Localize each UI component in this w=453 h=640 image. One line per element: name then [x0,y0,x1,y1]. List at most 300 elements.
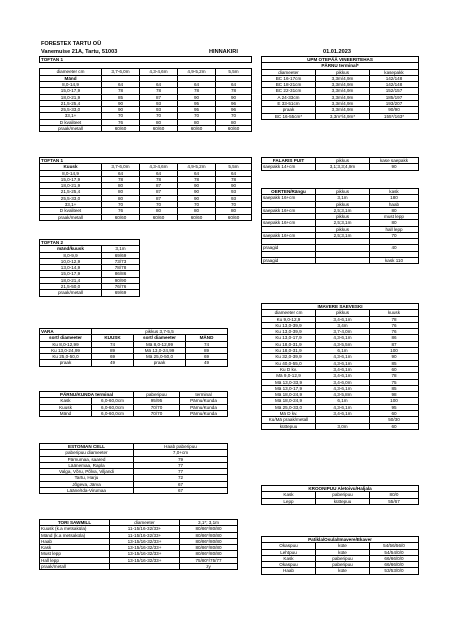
product-cell: saepakk 16+cm [262,233,316,239]
price-cell: 64 [216,81,252,87]
price-cell: 70/70 [134,404,180,410]
falaris-table [261,157,419,171]
diameter-cell: praak/metall [40,126,102,132]
price-cell: 66/66/0/0 [370,555,419,561]
col-header: MÄND [186,335,228,341]
length-cell: 3,7-4,0m [316,329,370,335]
region-cell: Tartu, Harju [40,475,134,481]
col-header: 3,7-6,0m [102,164,140,170]
price-cell: 78 [102,88,140,94]
price-cell: 100 [370,398,419,404]
price-cell: 87 [140,189,178,195]
price-cell: 64 [140,170,178,176]
price-cell: 80/86*/80/80 [180,532,238,538]
price-cell: 89 [92,347,134,353]
diameter-cell: 13-15/16-32/33+ [110,545,180,551]
length-cell: 3,4-6,1m [316,373,370,379]
price-cell: 96 [216,107,252,113]
species-cell: Mänd (k.a metsaküla) [40,532,110,538]
length-cell: 3,3m/4,9m [316,94,370,100]
grade-cell: Ku 13,0-24,99 [40,347,92,353]
col-header: 4,3-4,6m [140,164,178,170]
price-cell: 80 [102,195,140,201]
grade-cell: BC 16-55cm* [262,113,316,119]
price-cell: 55/67 [370,498,419,504]
upm-table [261,56,419,120]
grade-cell: Mä 18,0-24,9 [262,398,316,404]
diameter-cell: 10,0-12,9 [40,258,102,264]
price-cell: 70/70 [134,410,180,416]
diameter-cell: 8,0-9,9 [40,252,102,258]
price-cell: 80/86*/80/80 [180,526,238,532]
region-cell: Pärnumaa, saared [40,456,134,462]
col-header: 4,3-4,6m [140,69,178,75]
price-cell: 60 [370,423,419,429]
species-cell: Kask [40,398,92,404]
price-cell: 80 [102,189,140,195]
length-cell: 3,3m/4,9m [316,101,370,107]
diameter-cell: 13,0-14,9 [40,265,102,271]
grade-cell: Ku 8,0-12,99 [40,341,92,347]
price-cell: 60/60 [178,126,216,132]
price-cell: 80 [102,183,140,189]
price-cell: 74 [92,341,134,347]
col-header: 7,0+cm [134,450,228,456]
price-cell: 67 [134,488,228,494]
region-cell: Lääne/Ida-Virumaa [40,488,134,494]
grade-cell: Ku 25,0-50,0 [40,354,92,360]
region-cell: Valga, Võru, Põlva, Viljandi [40,469,134,475]
price-cell: 78 [178,88,216,94]
length-cell: 6,1m [316,348,370,354]
price-cell: 142/148 [370,82,419,88]
price-cell: 93 [140,100,178,106]
price-cell: 89 [186,347,228,353]
diameter-cell: 15,0-17,9 [40,176,102,182]
price-cell: 80 [216,119,252,125]
grade-cell: Mä 13,0-33,9 [262,379,316,385]
price-cell: 85 [370,385,419,391]
price-cell: 70 [102,113,140,119]
grade-cell: Mä 9,0-12,9 [262,373,316,379]
price-cell: 90 [370,164,419,170]
upm-title: UPM OTEPÄÄ VINEERITEHAS [262,57,419,63]
col-header: kuusk [370,310,419,316]
col-header: kasepakk [370,69,419,75]
diameter-cell: 13-15/16-32/33+ [110,538,180,544]
grade-cell: Mä 13,0-17,9 [262,385,316,391]
product-cell: praagid [262,257,316,263]
grade-cell: praak [262,107,316,113]
price-cell: 95/95 [134,398,180,404]
diameter-cell: 6,0-60,0cm [92,410,134,416]
grade-cell: Ku/Mä praak/metall [262,417,316,423]
estonian-cell-table [39,443,228,494]
species-cell: haab [370,201,419,207]
toftan1-title: TOFTAN 1 [40,57,252,63]
price-cell: 70 [216,113,252,119]
product-cell: küte [316,568,370,574]
length-cell: 3,1m [316,195,370,201]
col-header: KUUSK [92,335,134,341]
length-cell: pikkus [316,201,370,207]
price-cell: 90 [216,94,252,100]
col-header: Kuusk [40,164,102,170]
toftan2-table [39,239,140,297]
diameter-cell: 21,5-25,4 [40,100,102,106]
grade-cell: Mä 18,0-24,9 [262,392,316,398]
price-cell: 54/56/56/0 [370,543,419,549]
price-cell: 76 [370,322,419,328]
price-cell: 60/60 [102,126,140,132]
product-cell: paberipuu [316,562,370,568]
vara-length-note: pikkus 3,7-5,5 [92,329,228,335]
price-cell: 80/86*/80/80 [180,545,238,551]
grade-cell: Ku D kv. [262,366,316,372]
diameter-cell: praak/metall [40,214,102,220]
species-cell: Okaspuu [262,562,316,568]
price-cell: 155*/163* [370,113,419,119]
price-cell: 80 [216,208,252,214]
col-header: pikkus [316,310,370,316]
col-header: diameeter [110,520,180,526]
price-cell: 78 [178,176,216,182]
diameter-cell: 18,0-21,9 [40,94,102,100]
diameter-cell: 6,0-60,0cm [92,404,134,410]
grade-cell: Ku 18,0-31,9 [262,348,316,354]
toftan2-title: TOFTAN 2 [40,240,140,246]
species-cell: Must lepp [40,551,110,557]
grade-cell: A 24-33cm [262,94,316,100]
price-cell: 78 [370,316,419,322]
length-cell: 3,0m [316,423,370,429]
diameter-cell: 18,0-21,9 [40,183,102,189]
length-cell: 3,3m*/4,9m* [316,113,370,119]
length-cell: 4,3-6,1m [316,360,370,366]
price-cell: 78 [102,176,140,182]
region-cell: Läänemaa, Rapla [40,462,134,468]
product-cell: paberipuu [316,555,370,561]
price-cell: 85 [102,94,140,100]
price-cell: 64 [178,170,216,176]
price-cell: 64 [102,81,140,87]
species-label: Mänd [40,75,102,81]
length-cell: 3,3m/4,9m [316,75,370,81]
price-cell: 70 [102,202,140,208]
company-name: FORESTEX TARTU OÜ [41,41,102,47]
col-header: terminal [180,392,228,398]
price-cell: 78/78 [102,265,140,271]
price-cell: 54/54/0/0 [370,549,419,555]
col-header: 3,1*; 3,1m [180,520,238,526]
imavere-table [261,303,419,430]
price-cell: 77 [134,469,228,475]
price-cell: 76 [102,208,140,214]
price-cell: 67 [134,481,228,487]
price-cell: 100 [370,348,419,354]
product-cell: küte [316,549,370,555]
diameter-cell: praak/metall [40,290,102,296]
price-cell: 93 [216,189,252,195]
col-header: pikkus [316,189,370,195]
price-cell: 90 [178,195,216,201]
col-header: mänd/kuusk [40,246,102,252]
price-cell: 96 [216,100,252,106]
length-cell [316,257,370,263]
grade-cell: Ku 13,0-39,9 [262,322,316,328]
price-cell: 78 [370,373,419,379]
col-header: 4,9-5,2m [178,164,216,170]
diameter-cell: 25,5-33,0 [40,195,102,201]
length-cell: 3,3m/4,9m [316,82,370,88]
col-header: pikkus [316,158,370,164]
price-cell: 70 [140,113,178,119]
diameter-cell: 21,5-25,4 [40,189,102,195]
price-cell: 60/60 [216,214,252,220]
patikla-title: Patikla/Osula/Imavere/Ekaver [262,537,419,543]
price-cell: 98 [370,392,419,398]
species-cell: Kask [262,555,316,561]
product-cell: saepakk 16+cm [262,195,316,201]
col-header: pikkus [316,69,370,75]
price-cell: 95 [370,404,419,410]
grade-cell: BC 16-17cm [262,75,316,81]
grade-cell: Ku 18,0-31,9 [262,341,316,347]
price-cell: 72 [134,475,228,481]
price-cell: 64 [216,170,252,176]
terminal-cell: Pärnu/Kunda [180,398,228,404]
price-cell: 40 [370,245,419,251]
price-cell: 69 [92,354,134,360]
price-cell: 78 [216,176,252,182]
grade-cell: Ku 9,0-12,9 [262,316,316,322]
diameter-cell: 8,0-14,9 [40,170,102,176]
length-cell: 2,5;3,1m [316,207,370,213]
diameter-cell: 11-15/16-32/33+ [110,532,180,538]
price-cell: 85 [370,360,419,366]
species-cell: Kuusk [40,404,92,410]
price-cell: 90 [102,107,140,113]
length-cell: 3,3m/4,9m [316,107,370,113]
diameter-cell: 18,0-21,4 [40,277,102,283]
price-cell: 49 [92,360,134,366]
parnu-kunda-table [39,391,228,417]
grade-cell: BC 18-21cm [262,82,316,88]
species-cell: Haab [40,538,110,544]
species-cell: praak/metall [40,564,110,570]
price-cell: 80 [178,208,216,214]
price-cell: 60 [370,366,419,372]
length-cell: 3,1;3,3;4,9m [316,164,370,170]
price-cell: 90/90 [102,277,140,283]
tori-title: TORI SAWMILL [40,520,110,526]
length-cell: pikkus [316,226,370,232]
diameter-cell: 11-15/16-32/33+ [110,526,180,532]
price-cell: 185/197 [370,94,419,100]
length-cell: 4,3-6,1m [316,404,370,410]
product-cell: saepakk 16+cm [262,207,316,213]
col-header: 5,5m [216,69,252,75]
col-header: 5,5m [216,164,252,170]
length-cell: 3,4m [316,322,370,328]
price-cell: 87 [370,341,419,347]
grade-cell: Mä 25,0-50,0 [134,354,186,360]
price-cell: 80 [140,119,178,125]
price-cell: 60/60 [140,126,178,132]
product-cell: küte [316,543,370,549]
grade-cell: Ku 13,0-17,9 [262,335,316,341]
col-header: 3,7-6,0m [102,69,140,75]
price-cell: 60/60 [102,214,140,220]
price-cell: 69/69 [102,252,140,258]
price-cell: 70 [140,202,178,208]
terminal-cell: Pärnu/Kunda [180,404,228,410]
species-cell: Lepp [262,498,316,504]
price-cell: kask 110 [370,257,419,263]
price-cell: 50/30 [370,417,419,423]
diameter-cell: D kvaliteet [40,119,102,125]
species-cell: Hall lepp [40,557,110,563]
price-cell: 69 [186,354,228,360]
region-cell: Jõgeva, Järva [40,481,134,487]
col-header: kask [370,189,419,195]
price-cell: 60/60 [216,126,252,132]
price-cell: 87 [140,94,178,100]
col-header: 3,1m [102,246,140,252]
price-cell: 86 [370,335,419,341]
vara-table [39,328,228,367]
price-cell: 180 [370,195,419,201]
price-cell: 90 [178,94,216,100]
diameter-cell: 25,5-33,0 [40,107,102,113]
company-address: Vanemuise 21A, Tartu, 51003 [41,49,118,55]
length-cell: 2,5;3,1m [316,220,370,226]
price-cell: 64 [140,81,178,87]
length-cell: 3,4-6,1m [316,366,370,372]
diameter-cell: 21,5-50,0 [40,284,102,290]
toftan1-pine-table [39,56,252,132]
diameter-cell: 13-15/16-32/33+ [110,551,180,557]
diameter-cell: 15,0-17,9 [40,88,102,94]
price-cell: 193/207 [370,101,419,107]
price-cell: 79 [134,456,228,462]
price-cell: 90 [216,183,252,189]
diameter-cell: 6,0-60,0cm [92,398,134,404]
terminal-cell: Pärnu/Kunda [180,410,228,416]
grade-cell: Mä 13,0-24,99 [134,347,186,353]
product-cell: praagid [262,245,316,251]
price-cell: 75 [370,379,419,385]
price-cell: 80 [178,119,216,125]
price-cell: 78 [140,176,178,182]
price-cell: 152/157 [370,88,419,94]
price-cell: 75/80*/75/77 [180,557,238,563]
vara-title: VARA [40,329,92,335]
diameter-cell: 33,1+ [40,202,102,208]
diameter-cell: 13-15/16-32/33+ [110,557,180,563]
price-cell: 70 [178,202,216,208]
product-cell: saepakk 16+cm [262,220,316,226]
oerten-table [261,188,419,264]
col-header: 4,9-5,2m [178,69,216,75]
price-cell: 76/76 [102,284,140,290]
estonian-cell-title: ESTONIAN CELL [40,444,134,450]
length-cell: pikkus [316,214,370,220]
col-header: paberipuu diameeter [40,450,134,456]
length-cell: 3,4-6,1m [316,316,370,322]
price-cell: 90 [102,100,140,106]
length-cell: 4,3-5,5m [316,341,370,347]
price-cell: 93 [140,107,178,113]
species-cell: Kuusk (k.a metsaküla) [40,526,110,532]
price-cell: 90 [178,183,216,189]
price-cell: 86/86 [102,271,140,277]
species-cell: hall lepp [370,226,419,232]
document-date: 01.01.2023 [323,49,351,55]
price-cell: 66/66/0/0 [370,562,419,568]
price-cell: 76 [370,329,419,335]
length-cell: 3,4-6,1m [316,411,370,417]
price-cell: 90 [370,354,419,360]
tori-sawmill-table [39,519,238,570]
price-cell: 60/60 [178,214,216,220]
price-cell: 69/69 [102,290,140,296]
grade-cell: Mä D kv. [262,411,316,417]
diameter-cell: 15,0-17,9 [40,271,102,277]
price-cell: 80/86*/80/80 [180,538,238,544]
grade-cell: Mä 8,0-12,99 [134,341,186,347]
col-header: Haab paberipuu [134,444,228,450]
price-cell: 80 [140,208,178,214]
price-cell: 64 [102,170,140,176]
col-header: diameeter cm [262,310,316,316]
grade-cell: Ku 13,0-39,9 [262,329,316,335]
length-cell: 4,3-5,8m [316,392,370,398]
price-cell: 142/148 [370,75,419,81]
parnu-title: PÄRNU/KUNDA terminal [40,392,134,398]
product-cell: küttepuu [316,498,370,504]
length-cell: 4,3-6,1m [316,335,370,341]
col-header: sort/ diameeter [134,335,186,341]
col-header: diameeter cm [40,69,102,75]
price-cell: 60 [370,411,419,417]
price-cell: 64 [178,81,216,87]
col-header: sort/ diameeter [40,335,92,341]
grade-cell: Mä 25,0-33,0 [262,404,316,410]
price-cell: 95 [178,100,216,106]
grade-cell: Ku 32,0-39,9 [262,354,316,360]
grade-cell: praak [134,360,186,366]
price-cell: 90/90 [370,107,419,113]
price-cell: 87 [140,195,178,201]
length-cell: 4,3-6,1m [316,354,370,360]
price-cell: 95 [178,107,216,113]
price-cell: 70 [178,113,216,119]
price-cell: 60/60 [140,214,178,220]
upm-subtitle: PÄRNU terminal* [262,63,419,69]
price-cell: zy [180,564,238,570]
diameter-cell: D kvaliteet [40,208,102,214]
length-cell: 3,3m/4,9m [316,88,370,94]
kroonipuu-title: KROONIPUU Aletoivu/Haljala [262,486,419,492]
col-header: diameeter [262,69,316,75]
diameter-cell [110,564,180,570]
price-cell: 87 [140,183,178,189]
grade-cell: BC 22-31cm [262,88,316,94]
falaris-title: FALARIS PUIT [262,158,316,164]
price-cell: 93 [216,195,252,201]
price-cell: 80/86*/80/80 [180,551,238,557]
